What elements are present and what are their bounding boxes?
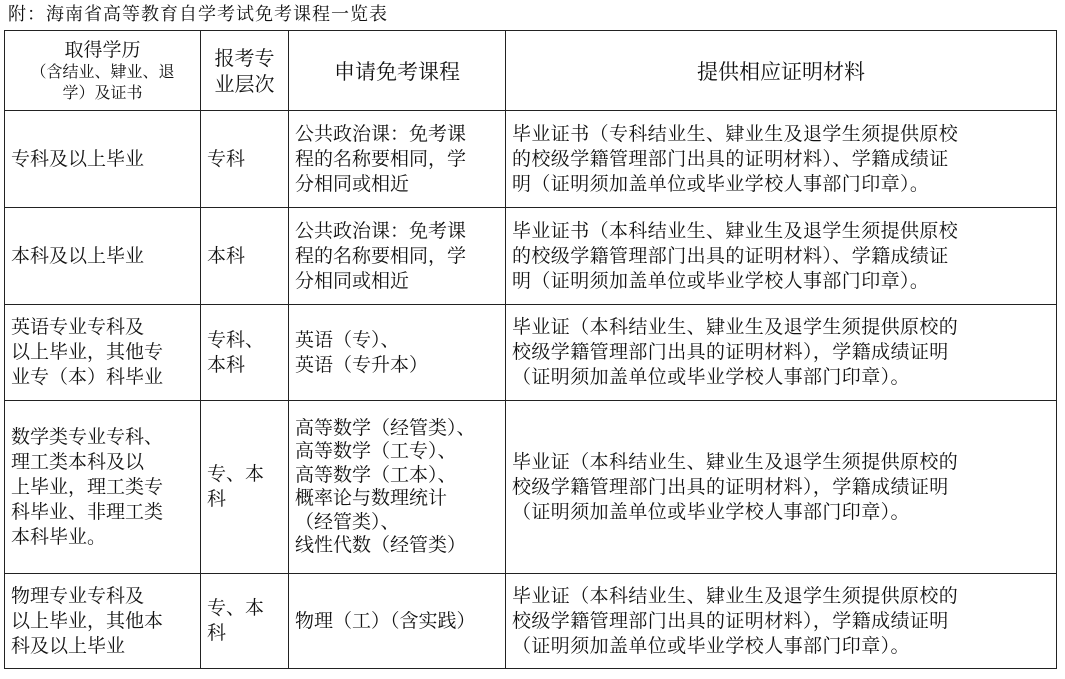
header-level-line: 业层次 [214, 71, 275, 96]
header-education-line: 取得学历 [64, 38, 141, 61]
cell-education-line: 物理专业专科及 [11, 584, 145, 607]
cell-level-line: 科 [207, 488, 227, 510]
header-level [201, 31, 289, 111]
cell-course-line: 高等数学（经管类）、 [295, 416, 476, 439]
cell-proof-line: 校级学籍管理部门出具的证明材料），学籍成绩证明 [512, 341, 949, 363]
header-education [5, 31, 201, 111]
cell-level-line: 本科 [207, 244, 246, 267]
header-course: 申请免考课程 [289, 31, 506, 111]
cell-course-line: 分相同或相近 [295, 172, 410, 195]
cell-education-line: 本科及以上毕业 [11, 244, 145, 267]
cell-level [201, 401, 289, 574]
cell-education-line: 以上毕业，其他专 [11, 341, 164, 363]
cell-education-line: 数学类专业专科、 [11, 425, 164, 448]
cell-course-line: 概率论与数理统计 [295, 487, 448, 509]
cell-proof [506, 574, 1057, 669]
cell-course-line: 物理（工）（含实践） [295, 609, 476, 632]
cell-level [201, 574, 289, 669]
cell-proof-line: （证明须加盖单位或毕业学校人事部门印章）。 [512, 634, 910, 657]
cell-proof-line: 的校级学籍管理部门出具的证明材料）、学籍成绩证 [512, 147, 949, 170]
cell-course [289, 305, 506, 401]
cell-proof-line: 毕业证（本科结业生、肄业生及退学生须提供原校的 [512, 316, 959, 338]
cell-course-line: （经管类）、 [295, 510, 400, 533]
cell-education-line: 业专（本）科毕业 [11, 366, 164, 388]
table-body [5, 111, 1057, 669]
table-row [5, 401, 1057, 574]
cell-course-line: 程的名称要相同，学 [295, 244, 467, 267]
cell-level-line: 本科 [207, 353, 246, 376]
cell-education-line: 本科毕业。 [11, 525, 107, 548]
cell-education [5, 401, 201, 574]
header-row [5, 31, 1057, 111]
cell-proof-line: 毕业证书（专科结业生、肄业生及退学生须提供原校 [512, 122, 959, 145]
cell-proof [506, 208, 1057, 305]
cell-education-line: 上毕业，理工类专 [11, 475, 164, 498]
cell-education [5, 305, 201, 401]
cell-course [289, 111, 506, 208]
cell-education-line: 理工类本科及以 [11, 450, 145, 473]
cell-course-line: 分相同或相近 [295, 269, 410, 292]
cell-course [289, 208, 506, 305]
cell-proof-line: 毕业证（本科结业生、肄业生及退学生须提供原校的 [512, 584, 959, 607]
cell-course-line: 公共政治课：免考课 [295, 219, 467, 242]
cell-level [201, 111, 289, 208]
header-education-line: （含结业、肄业、退 [30, 61, 175, 81]
table-row [5, 111, 1057, 208]
table-row [5, 305, 1057, 401]
cell-course-line: 公共政治课：免考课 [295, 122, 467, 145]
cell-proof-line: 明（证明须加盖单位或毕业学校人事部门印章）。 [512, 269, 930, 292]
cell-education-line: 科毕业、非理工类 [11, 500, 164, 523]
cell-proof-line: 校级学籍管理部门出具的证明材料），学籍成绩证明 [512, 475, 949, 498]
cell-level-line: 专科 [207, 147, 246, 170]
cell-proof-line: 毕业证（本科结业生、肄业生及退学生须提供原校的 [512, 450, 959, 473]
cell-education-line: 科及以上毕业 [11, 634, 126, 657]
cell-proof-line: 明（证明须加盖单位或毕业学校人事部门印章）。 [512, 172, 930, 195]
cell-proof [506, 401, 1057, 574]
cell-proof-line: 校级学籍管理部门出具的证明材料），学籍成绩证明 [512, 609, 949, 632]
cell-proof-line: 毕业证书（本科结业生、肄业生及退学生须提供原校 [512, 219, 959, 242]
table-row [5, 574, 1057, 669]
cell-course [289, 401, 506, 574]
cell-proof-line: （证明须加盖单位或毕业学校人事部门印章）。 [512, 366, 910, 388]
exemption-table [4, 30, 1057, 669]
header-level-line: 报考专 [214, 45, 275, 70]
cell-course-line: 高等数学（工专）、 [295, 440, 457, 462]
cell-proof-line: 的校级学籍管理部门出具的证明材料）、学籍成绩证 [512, 244, 949, 267]
table-row [5, 208, 1057, 305]
header-education-line: 学）及证书 [62, 82, 143, 102]
table-caption: 附：海南省高等教育自学考试免考课程一览表 [8, 4, 388, 25]
cell-proof [506, 305, 1057, 401]
cell-level-line: 专、本 [207, 463, 265, 485]
cell-education-line: 英语专业专科及 [11, 316, 145, 338]
cell-level-line: 专、本 [207, 597, 265, 619]
cell-education-line: 专科及以上毕业 [11, 147, 145, 170]
cell-level-line: 科 [207, 622, 227, 644]
cell-education [5, 574, 201, 669]
cell-proof-line: （证明须加盖单位或毕业学校人事部门印章）。 [512, 500, 910, 523]
cell-level-line: 专科、 [207, 328, 265, 351]
header-proof: 提供相应证明材料 [506, 31, 1057, 111]
cell-education [5, 111, 201, 208]
cell-level [201, 305, 289, 401]
cell-course-line: 程的名称要相同，学 [295, 147, 467, 170]
cell-course-line: 高等数学（工本）、 [295, 463, 457, 486]
cell-course-line: 英语（专升本） [295, 353, 429, 376]
cell-education [5, 208, 201, 305]
cell-education-line: 以上毕业，其他本 [11, 609, 164, 632]
cell-course-line: 英语（专）、 [295, 328, 400, 351]
cell-course-line: 线性代数（经管类） [295, 534, 467, 556]
cell-course [289, 574, 506, 669]
cell-proof [506, 111, 1057, 208]
cell-level [201, 208, 289, 305]
